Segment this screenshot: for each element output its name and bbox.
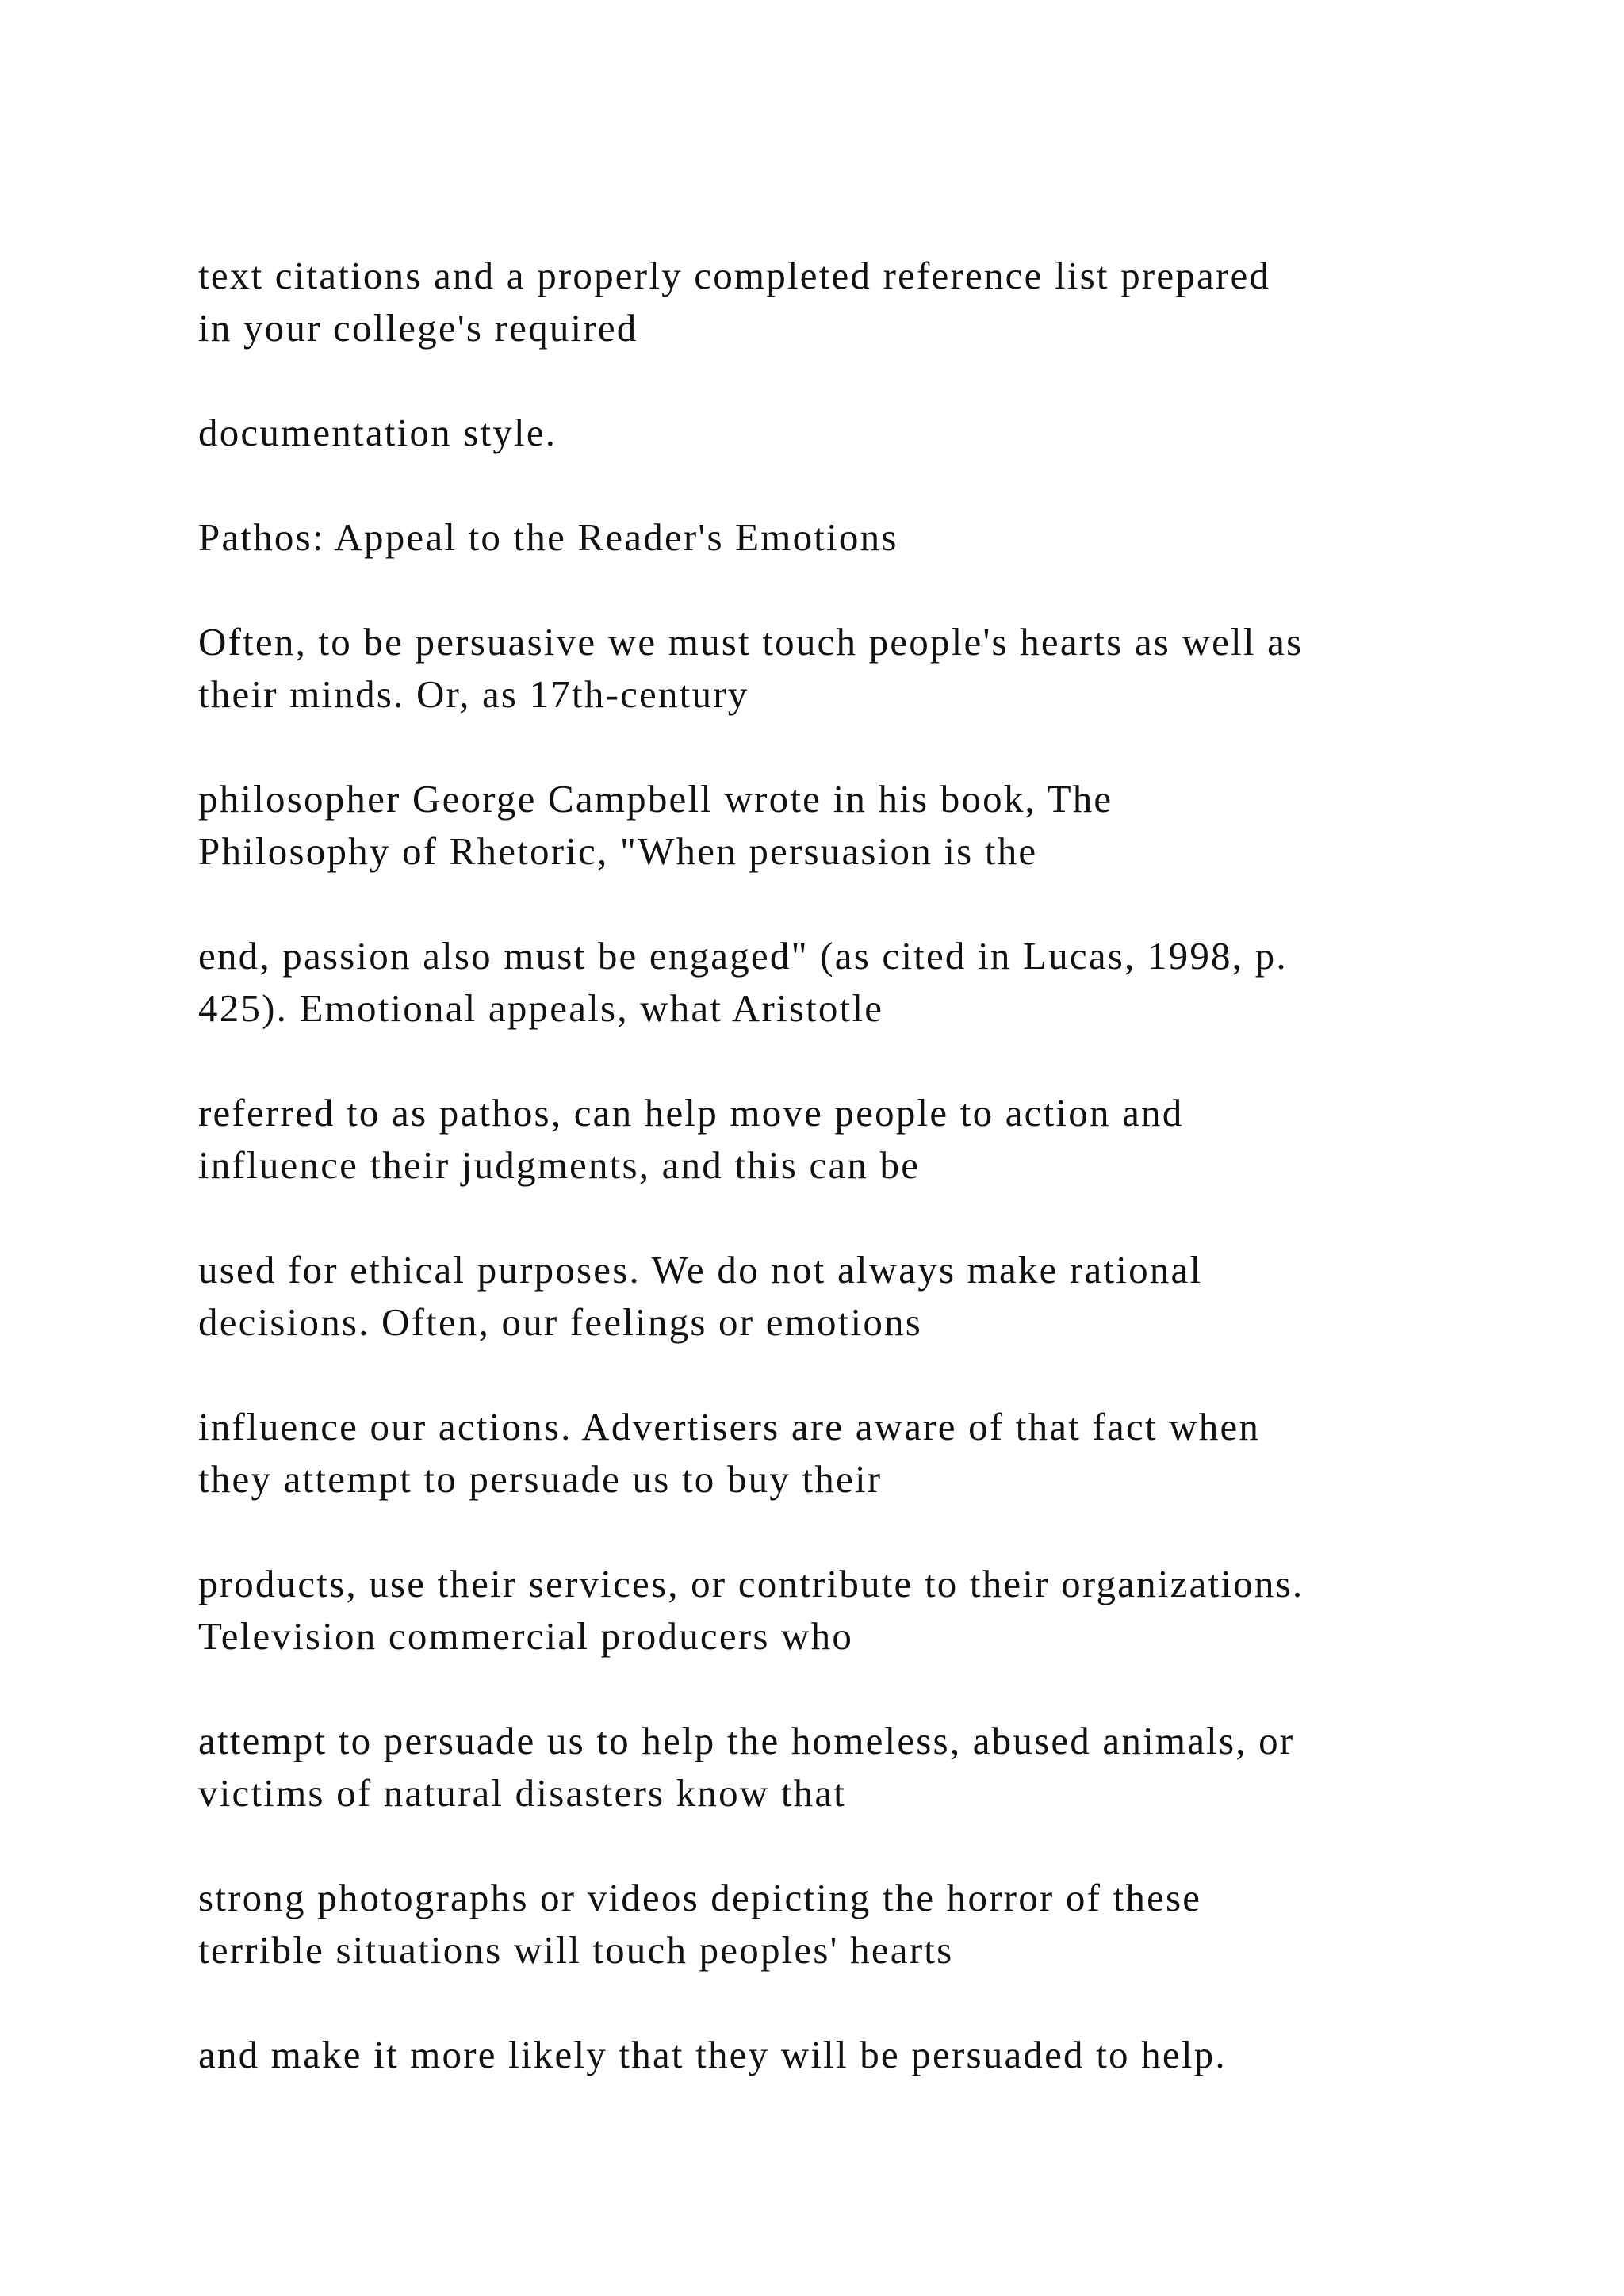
text-line: terrible situations will touch peoples' hearts xyxy=(198,1928,954,1972)
text-line: referred to as pathos, can help move people to action and xyxy=(198,1091,1184,1135)
text-line: attempt to persuade us to help the homeless, abused animals, or xyxy=(198,1719,1295,1762)
text-line: Philosophy of Rhetoric, "When persuasion is the xyxy=(198,829,1038,873)
text-line: Television commercial producers who xyxy=(198,1614,854,1658)
document-body xyxy=(198,250,1507,2133)
text-line: influence their judgments, and this can be xyxy=(198,1143,921,1187)
text-line: influence our actions. Advertisers are aware of that fact when xyxy=(198,1405,1261,1448)
paragraph xyxy=(198,930,1507,1035)
paragraph xyxy=(198,1401,1507,1506)
text-line: victims of natural disasters know that xyxy=(198,1771,847,1815)
text-line: documentation style. xyxy=(198,411,557,454)
paragraph xyxy=(198,1872,1507,1976)
paragraph xyxy=(198,1715,1507,1820)
text-line: products, use their services, or contribute to their organizations. xyxy=(198,1562,1304,1605)
text-line: used for ethical purposes. We do not always make rational xyxy=(198,1248,1203,1292)
text-line: they attempt to persuade us to buy their xyxy=(198,1457,883,1501)
text-line: philosopher George Campbell wrote in his book, The xyxy=(198,777,1113,821)
paragraph xyxy=(198,1087,1507,1192)
text-line: Often, to be persuasive we must touch people's hearts as well as xyxy=(198,620,1304,664)
paragraph xyxy=(198,250,1507,354)
paragraph xyxy=(198,1558,1507,1663)
paragraph xyxy=(198,616,1507,721)
text-line: and make it more likely that they will be persuaded to help. xyxy=(198,2033,1227,2076)
paragraph xyxy=(198,773,1507,878)
paragraph xyxy=(198,1244,1507,1349)
text-line: 425). Emotional appeals, what Aristotle xyxy=(198,986,884,1030)
text-line: in your college's required xyxy=(198,306,638,350)
paragraph xyxy=(198,2029,1507,2081)
text-line: decisions. Often, our feelings or emotions xyxy=(198,1300,922,1344)
paragraph xyxy=(198,407,1507,459)
section-heading xyxy=(198,511,1507,564)
text-line: strong photographs or videos depicting the horror of these xyxy=(198,1876,1202,1919)
text-line: text citations and a properly completed reference list prepared xyxy=(198,254,1271,297)
text-line: end, passion also must be engaged" (as cited in Lucas, 1998, p. xyxy=(198,934,1288,978)
text-line: their minds. Or, as 17th-century xyxy=(198,672,749,716)
text-line: Pathos: Appeal to the Reader's Emotions xyxy=(198,515,898,559)
